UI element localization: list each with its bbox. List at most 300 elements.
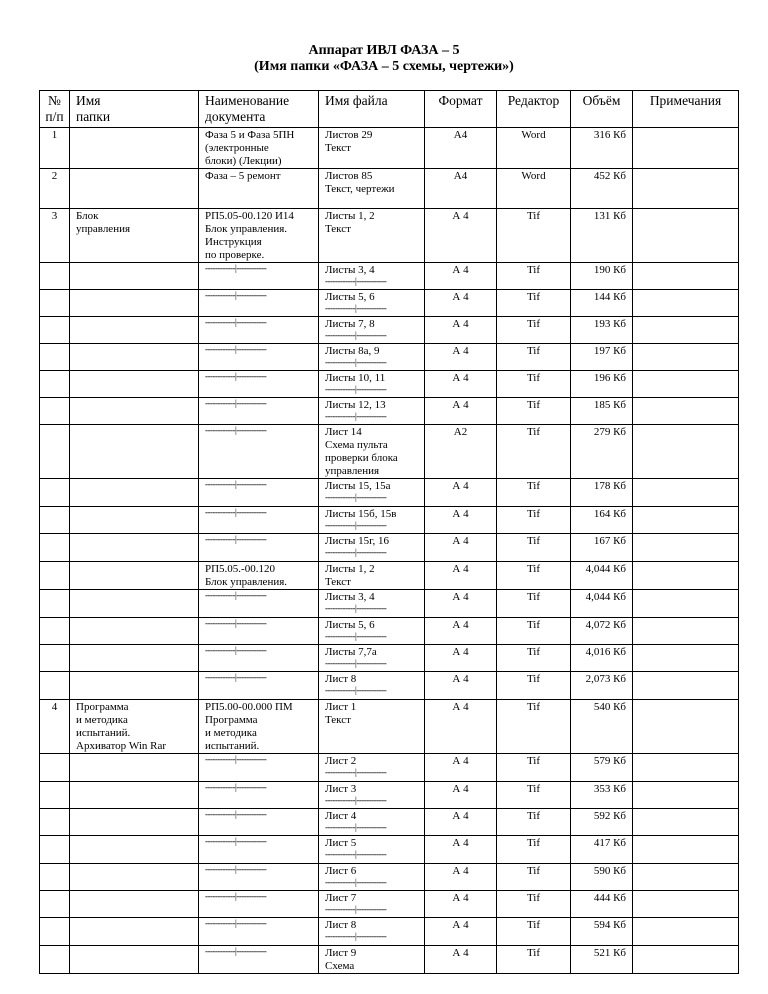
document-title: Аппарат ИВЛ ФАЗА – 5 — [308, 43, 460, 58]
header-size: Объём — [571, 91, 633, 128]
cell-folder — [70, 479, 199, 507]
dash-placeholder: ------------|------------ — [325, 768, 387, 777]
table-row — [40, 507, 739, 534]
cell-folder — [70, 782, 199, 809]
folder-line: и методика — [76, 714, 128, 726]
cell-folder — [70, 209, 199, 263]
cell-file — [319, 891, 425, 918]
file-line: Листы 1, 2 — [325, 563, 375, 575]
folder-subtitle: (Имя папки «ФАЗА – 5 схемы, чертежи») — [254, 59, 514, 74]
cell-editor: Word — [497, 128, 571, 169]
table-row — [40, 754, 739, 782]
cell-num: 2 — [40, 169, 70, 209]
cell-editor: Tif — [497, 645, 571, 672]
table-row — [40, 344, 739, 371]
cell-docname — [199, 918, 319, 946]
cell-format: А 4 — [425, 618, 497, 645]
cell-editor: Tif — [497, 864, 571, 891]
cell-format: А 4 — [425, 700, 497, 754]
doc-line: Блок управления. — [205, 576, 288, 588]
cell-notes — [633, 590, 739, 618]
cell-file — [319, 836, 425, 864]
file-line: Лист 14 — [325, 426, 362, 438]
cell-num — [40, 782, 70, 809]
cell-notes — [633, 562, 739, 590]
cell-format: А 4 — [425, 672, 497, 700]
dash-placeholder: ------------|------------ — [325, 659, 387, 668]
doc-line: Фаза 5 и Фаза 5ПН — [205, 129, 295, 141]
folder-line: Архиватор Win Rar — [76, 740, 167, 752]
cell-editor: Tif — [497, 754, 571, 782]
cell-docname — [199, 209, 319, 263]
dash-placeholder: ------------|------------ — [325, 823, 387, 832]
cell-folder — [70, 891, 199, 918]
cell-format: А 4 — [425, 562, 497, 590]
doc-line: Инструкция — [205, 236, 262, 248]
file-line: Текст — [325, 714, 351, 726]
cell-size: 594 Кб — [571, 918, 633, 946]
cell-size: 4,044 Кб — [571, 590, 633, 618]
table-row — [40, 918, 739, 946]
folder-line: Программа — [76, 701, 129, 713]
cell-size: 579 Кб — [571, 754, 633, 782]
cell-docname — [199, 836, 319, 864]
file-line: Листы 3, 4 — [325, 591, 375, 603]
table-row — [40, 290, 739, 317]
cell-editor: Tif — [497, 836, 571, 864]
cell-file — [319, 344, 425, 371]
cell-num — [40, 398, 70, 425]
cell-folder — [70, 398, 199, 425]
cell-file — [319, 672, 425, 700]
table-row — [40, 809, 739, 836]
dash-placeholder: ------------|------------ — [205, 345, 267, 354]
cell-num — [40, 590, 70, 618]
cell-size: 4,044 Кб — [571, 562, 633, 590]
cell-docname — [199, 317, 319, 344]
cell-docname — [199, 128, 319, 169]
cell-notes — [633, 891, 739, 918]
cell-notes — [633, 344, 739, 371]
file-line: управления — [325, 465, 380, 477]
file-line: Схема — [325, 960, 355, 972]
cell-file — [319, 425, 425, 479]
cell-size: 178 Кб — [571, 479, 633, 507]
table-row — [40, 479, 739, 507]
cell-file — [319, 479, 425, 507]
cell-file — [319, 317, 425, 344]
cell-size: 417 Кб — [571, 836, 633, 864]
cell-file — [319, 507, 425, 534]
cell-docname — [199, 864, 319, 891]
cell-docname — [199, 782, 319, 809]
cell-num — [40, 507, 70, 534]
table-row — [40, 645, 739, 672]
cell-file — [319, 645, 425, 672]
cell-format: А 4 — [425, 534, 497, 562]
cell-docname — [199, 672, 319, 700]
dash-placeholder: ------------|------------ — [205, 646, 267, 655]
cell-editor: Tif — [497, 672, 571, 700]
doc-line: РП5.00-00.000 ПМ — [205, 701, 293, 713]
cell-editor: Tif — [497, 507, 571, 534]
cell-num — [40, 290, 70, 317]
cell-file — [319, 371, 425, 398]
dash-placeholder: ------------|------------ — [205, 318, 267, 327]
cell-size: 131 Кб — [571, 209, 633, 263]
cell-editor: Tif — [497, 425, 571, 479]
cell-format: А 4 — [425, 263, 497, 290]
cell-file — [319, 128, 425, 169]
header-notes: Примечания — [633, 91, 739, 128]
table-row — [40, 534, 739, 562]
cell-notes — [633, 672, 739, 700]
file-line: Листы 15, 15а — [325, 480, 391, 492]
table-row — [40, 398, 739, 425]
cell-format: А 4 — [425, 209, 497, 263]
dash-placeholder: ------------|------------ — [325, 796, 387, 805]
cell-size: 316 Кб — [571, 128, 633, 169]
cell-file — [319, 263, 425, 290]
dash-placeholder: ------------|------------ — [205, 591, 267, 600]
cell-size: 197 Кб — [571, 344, 633, 371]
dash-placeholder: ------------|------------ — [205, 810, 267, 819]
cell-size: 144 Кб — [571, 290, 633, 317]
cell-editor: Tif — [497, 782, 571, 809]
dash-placeholder: ------------|------------ — [205, 480, 267, 489]
cell-file — [319, 918, 425, 946]
cell-docname — [199, 946, 319, 974]
cell-format: А 4 — [425, 836, 497, 864]
cell-num — [40, 946, 70, 974]
cell-format: А 4 — [425, 290, 497, 317]
cell-docname — [199, 700, 319, 754]
dash-placeholder: ------------|------------ — [325, 412, 387, 421]
cell-size: 193 Кб — [571, 317, 633, 344]
cell-file — [319, 700, 425, 754]
cell-folder — [70, 700, 199, 754]
cell-file — [319, 562, 425, 590]
cell-docname — [199, 507, 319, 534]
cell-notes — [633, 782, 739, 809]
cell-folder — [70, 425, 199, 479]
cell-file — [319, 809, 425, 836]
file-line: Листы 10, 11 — [325, 372, 386, 384]
cell-format: А4 — [425, 128, 497, 169]
dash-placeholder: ------------|------------ — [325, 277, 387, 286]
header-file: Имя файла — [319, 91, 425, 128]
cell-editor: Tif — [497, 618, 571, 645]
cell-editor: Tif — [497, 371, 571, 398]
file-line: Текст — [325, 142, 351, 154]
cell-editor: Tif — [497, 534, 571, 562]
cell-notes — [633, 809, 739, 836]
file-line: Текст, чертежи — [325, 183, 395, 195]
cell-num — [40, 263, 70, 290]
file-line: Листы 1, 2 — [325, 210, 375, 222]
doc-line: Блок управления. — [205, 223, 288, 235]
cell-format: А 4 — [425, 946, 497, 974]
folder-line: испытаний. — [76, 727, 131, 739]
cell-folder — [70, 371, 199, 398]
cell-size: 353 Кб — [571, 782, 633, 809]
cell-notes — [633, 169, 739, 209]
file-line: Лист 4 — [325, 810, 357, 822]
cell-file — [319, 946, 425, 974]
doc-line: РП5.05.-00.120 — [205, 563, 275, 575]
dash-placeholder: ------------|------------ — [325, 385, 387, 394]
dash-placeholder: ------------|------------ — [205, 755, 267, 764]
folder-line: Блок — [76, 210, 99, 222]
cell-size: 4,016 Кб — [571, 645, 633, 672]
cell-editor: Tif — [497, 590, 571, 618]
file-line: Текст — [325, 223, 351, 235]
cell-size: 279 Кб — [571, 425, 633, 479]
cell-notes — [633, 918, 739, 946]
cell-folder — [70, 809, 199, 836]
file-line: Лист 3 — [325, 783, 357, 795]
file-line: Листы 5, 6 — [325, 619, 375, 631]
dash-placeholder: ------------|------------ — [205, 372, 267, 381]
cell-notes — [633, 479, 739, 507]
dash-placeholder: ------------|------------ — [325, 686, 387, 695]
cell-editor: Tif — [497, 809, 571, 836]
dash-placeholder: ------------|------------ — [205, 264, 267, 273]
dash-placeholder: ------------|------------ — [205, 947, 267, 956]
cell-size: 185 Кб — [571, 398, 633, 425]
table-row — [40, 425, 739, 479]
dash-placeholder: ------------|------------ — [205, 535, 267, 544]
cell-folder — [70, 645, 199, 672]
cell-file — [319, 290, 425, 317]
cell-notes — [633, 836, 739, 864]
cell-size: 590 Кб — [571, 864, 633, 891]
cell-docname — [199, 425, 319, 479]
cell-folder — [70, 672, 199, 700]
cell-folder — [70, 317, 199, 344]
cell-num — [40, 754, 70, 782]
cell-docname — [199, 754, 319, 782]
cell-docname — [199, 263, 319, 290]
cell-file — [319, 590, 425, 618]
file-line: Схема пульта — [325, 439, 388, 451]
cell-docname — [199, 169, 319, 209]
cell-num — [40, 809, 70, 836]
dash-placeholder: ------------|------------ — [325, 905, 387, 914]
cell-notes — [633, 290, 739, 317]
cell-notes — [633, 425, 739, 479]
cell-notes — [633, 618, 739, 645]
cell-num — [40, 344, 70, 371]
cell-num — [40, 562, 70, 590]
cell-folder — [70, 562, 199, 590]
cell-num — [40, 672, 70, 700]
cell-num — [40, 891, 70, 918]
cell-folder — [70, 169, 199, 209]
files-table — [39, 90, 739, 974]
cell-num — [40, 645, 70, 672]
file-line: Лист 1 — [325, 701, 357, 713]
cell-format: А 4 — [425, 479, 497, 507]
cell-editor: Tif — [497, 700, 571, 754]
cell-docname — [199, 891, 319, 918]
cell-format: А 4 — [425, 754, 497, 782]
table-body — [40, 128, 739, 974]
file-line: Лист 7 — [325, 892, 357, 904]
cell-notes — [633, 946, 739, 974]
table-row — [40, 672, 739, 700]
cell-notes — [633, 317, 739, 344]
cell-editor: Tif — [497, 290, 571, 317]
cell-docname — [199, 371, 319, 398]
file-line: Листы 12, 13 — [325, 399, 386, 411]
table-row — [40, 562, 739, 590]
dash-placeholder: ------------|------------ — [205, 508, 267, 517]
cell-folder — [70, 507, 199, 534]
cell-num: 1 — [40, 128, 70, 169]
file-line: Листов 85 — [325, 170, 373, 182]
cell-format: А 4 — [425, 371, 497, 398]
cell-num: 3 — [40, 209, 70, 263]
cell-notes — [633, 209, 739, 263]
cell-folder — [70, 534, 199, 562]
cell-format: А 4 — [425, 782, 497, 809]
cell-notes — [633, 128, 739, 169]
dash-placeholder: ------------|------------ — [325, 521, 387, 530]
cell-notes — [633, 263, 739, 290]
cell-docname — [199, 590, 319, 618]
dash-placeholder: ------------|------------ — [205, 673, 267, 682]
cell-notes — [633, 398, 739, 425]
file-line: Листы 7,7а — [325, 646, 377, 658]
cell-folder — [70, 618, 199, 645]
cell-size: 521 Кб — [571, 946, 633, 974]
folder-line: управления — [76, 223, 131, 235]
file-line: Лист 5 — [325, 837, 357, 849]
dash-placeholder: ------------|------------ — [325, 548, 387, 557]
cell-folder — [70, 263, 199, 290]
doc-line: и методика — [205, 727, 257, 739]
doc-line: испытаний. — [205, 740, 260, 752]
cell-format: А 4 — [425, 891, 497, 918]
dash-placeholder: ------------|------------ — [205, 291, 267, 300]
table-header-row — [40, 91, 739, 128]
table-row — [40, 317, 739, 344]
table-row — [40, 946, 739, 974]
header-format: Формат — [425, 91, 497, 128]
cell-size: 196 Кб — [571, 371, 633, 398]
cell-format: А4 — [425, 169, 497, 209]
cell-folder — [70, 128, 199, 169]
file-line: Листы 8а, 9 — [325, 345, 380, 357]
header-docname: Наименование документа — [199, 91, 319, 128]
cell-notes — [633, 534, 739, 562]
cell-file — [319, 782, 425, 809]
table-row — [40, 169, 739, 209]
table-row — [40, 782, 739, 809]
cell-format: А2 — [425, 425, 497, 479]
file-line: Текст — [325, 576, 351, 588]
dash-placeholder: ------------|------------ — [205, 837, 267, 846]
cell-size: 4,072 Кб — [571, 618, 633, 645]
cell-size: 190 Кб — [571, 263, 633, 290]
file-line: Листы 7, 8 — [325, 318, 375, 330]
cell-folder — [70, 836, 199, 864]
table-row — [40, 371, 739, 398]
cell-size: 444 Кб — [571, 891, 633, 918]
dash-placeholder: ------------|------------ — [325, 604, 387, 613]
cell-num — [40, 371, 70, 398]
cell-editor: Tif — [497, 209, 571, 263]
cell-docname — [199, 562, 319, 590]
dash-placeholder: ------------|------------ — [325, 632, 387, 641]
cell-editor: Tif — [497, 263, 571, 290]
cell-num — [40, 618, 70, 645]
cell-notes — [633, 371, 739, 398]
dash-placeholder: ------------|------------ — [325, 331, 387, 340]
cell-num — [40, 479, 70, 507]
cell-num — [40, 425, 70, 479]
doc-line: блоки) (Лекции) — [205, 155, 282, 167]
header-folder: Имя папки — [70, 91, 199, 128]
cell-format: А 4 — [425, 344, 497, 371]
cell-docname — [199, 534, 319, 562]
cell-folder — [70, 754, 199, 782]
table-row — [40, 864, 739, 891]
dash-placeholder: ------------|------------ — [325, 932, 387, 941]
cell-folder — [70, 290, 199, 317]
cell-num — [40, 317, 70, 344]
header-num: № п/п — [40, 91, 70, 128]
cell-editor: Tif — [497, 891, 571, 918]
cell-num: 4 — [40, 700, 70, 754]
doc-line: по проверке. — [205, 249, 265, 261]
dash-placeholder: ------------|------------ — [325, 304, 387, 313]
file-line: Лист 8 — [325, 919, 357, 931]
cell-format: А 4 — [425, 317, 497, 344]
dash-placeholder: ------------|------------ — [325, 493, 387, 502]
table-row — [40, 263, 739, 290]
table-row — [40, 836, 739, 864]
dash-placeholder: ------------|------------ — [205, 865, 267, 874]
table-row — [40, 700, 739, 754]
cell-size: 592 Кб — [571, 809, 633, 836]
cell-num — [40, 836, 70, 864]
cell-num — [40, 534, 70, 562]
cell-docname — [199, 479, 319, 507]
dash-placeholder: ------------|------------ — [205, 426, 267, 435]
cell-editor: Tif — [497, 479, 571, 507]
cell-size: 2,073 Кб — [571, 672, 633, 700]
cell-size: 452 Кб — [571, 169, 633, 209]
cell-docname — [199, 290, 319, 317]
doc-line: Фаза – 5 ремонт — [205, 170, 281, 182]
cell-docname — [199, 398, 319, 425]
header-editor: Редактор — [497, 91, 571, 128]
cell-file — [319, 534, 425, 562]
cell-editor: Tif — [497, 946, 571, 974]
cell-file — [319, 618, 425, 645]
cell-format: А 4 — [425, 398, 497, 425]
doc-line: РП5.05-00.120 И14 — [205, 210, 294, 222]
table-row — [40, 209, 739, 263]
table-row — [40, 590, 739, 618]
cell-editor: Word — [497, 169, 571, 209]
dash-placeholder: ------------|------------ — [205, 783, 267, 792]
cell-file — [319, 209, 425, 263]
cell-format: А 4 — [425, 918, 497, 946]
cell-file — [319, 169, 425, 209]
